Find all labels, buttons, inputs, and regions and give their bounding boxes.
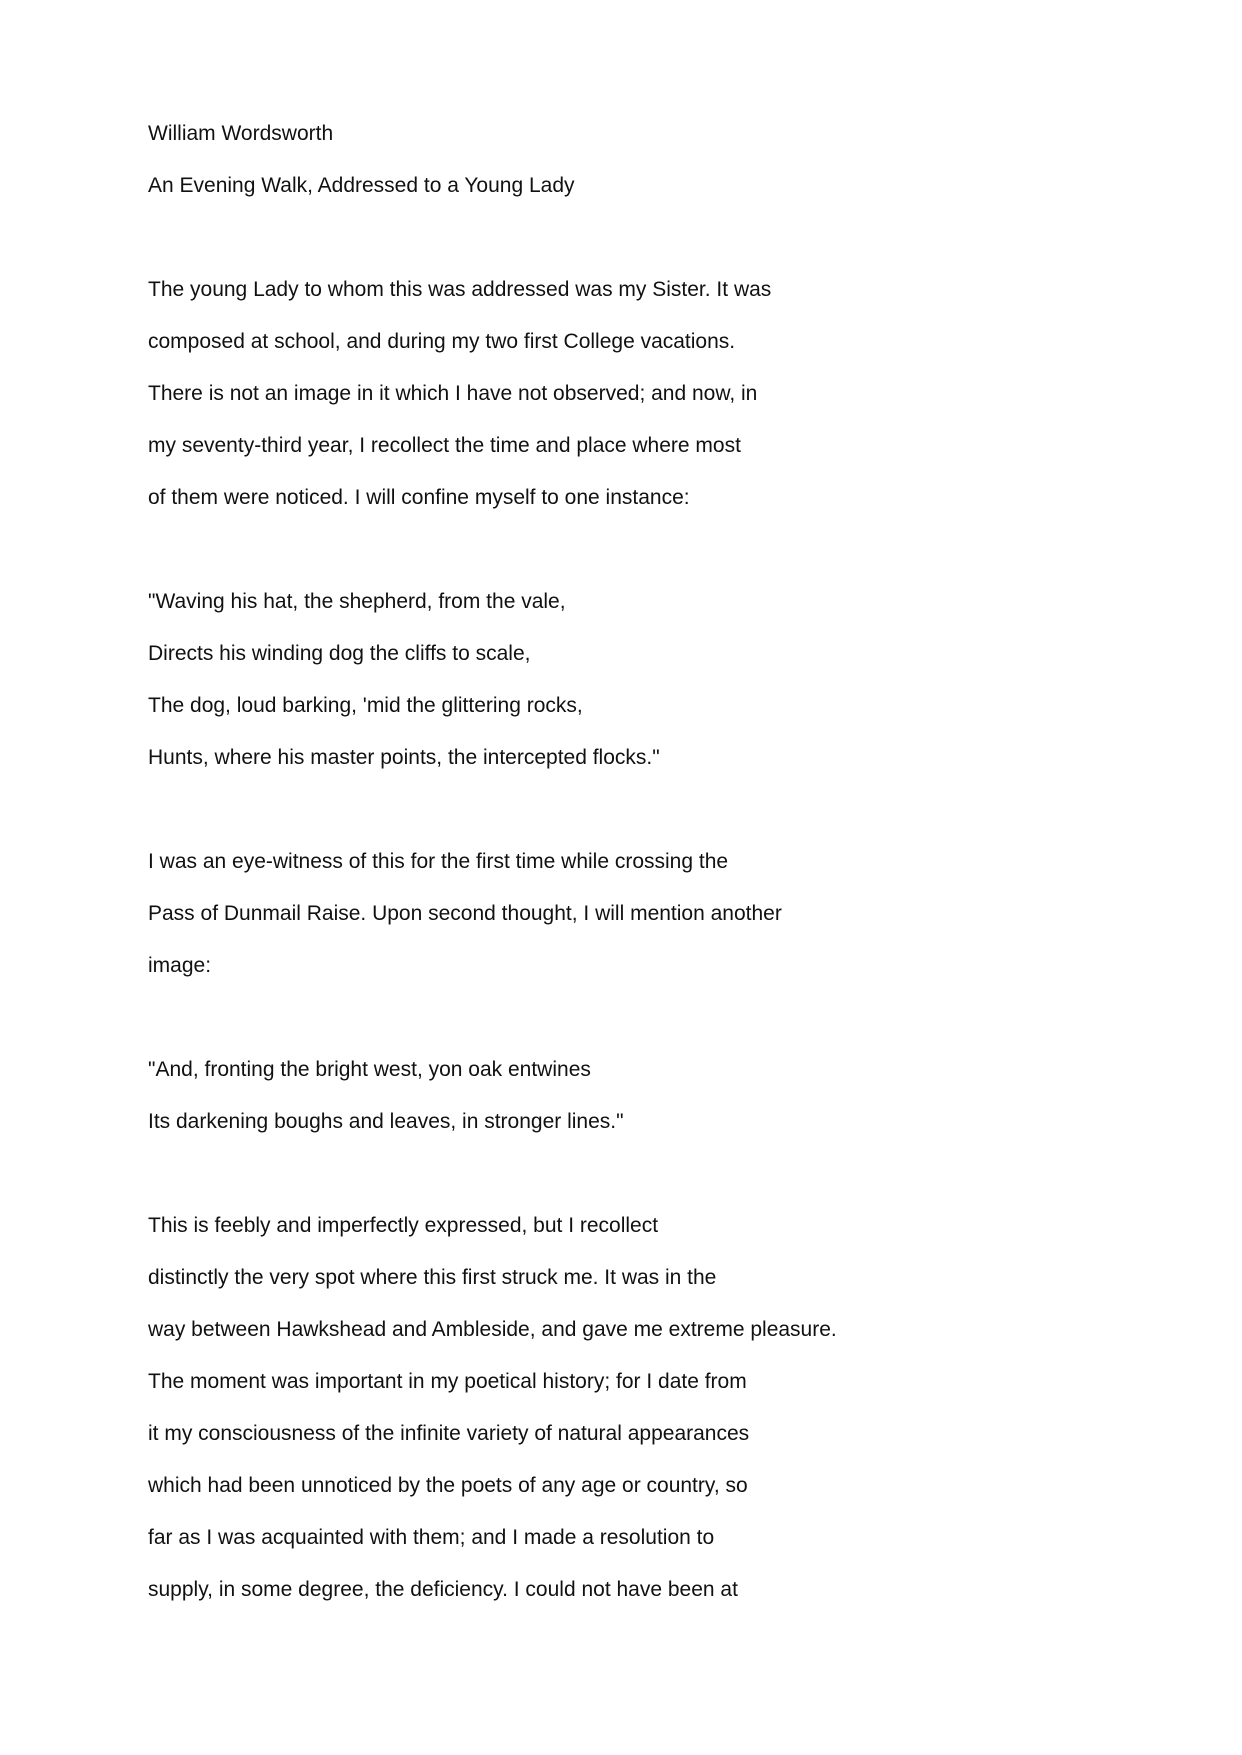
intro-line: The young Lady to whom this was addressed was my Sister. It was bbox=[148, 278, 772, 301]
quote-line: Hunts, where his master points, the intercepted flocks." bbox=[148, 746, 660, 769]
spacer bbox=[148, 784, 1148, 836]
closing-line: far as I was acquainted with them; and I made a resolution to bbox=[148, 1526, 715, 1549]
closing-line: supply, in some degree, the deficiency. I could not have been at bbox=[148, 1578, 738, 1601]
author-name: William Wordsworth bbox=[148, 122, 334, 145]
closing-line: distinctly the very spot where this first struck me. It was in the bbox=[148, 1266, 717, 1289]
closing-line: The moment was important in my poetical history; for I date from bbox=[148, 1370, 747, 1393]
quote-line: Its darkening boughs and leaves, in stronger lines." bbox=[148, 1110, 624, 1133]
spacer bbox=[148, 1148, 1148, 1200]
closing-line: way between Hawkshead and Ambleside, and gave me extreme pleasure. bbox=[148, 1318, 837, 1341]
closing-line: it my consciousness of the infinite variety of natural appearances bbox=[148, 1422, 750, 1445]
closing-line: which had been unnoticed by the poets of any age or country, so bbox=[148, 1474, 748, 1497]
poem-title: An Evening Walk, Addressed to a Young Lady bbox=[148, 174, 575, 197]
spacer bbox=[148, 992, 1148, 1044]
closing-line: This is feebly and imperfectly expressed, but I recollect bbox=[148, 1214, 659, 1237]
intro-line: my seventy-third year, I recollect the time and place where most bbox=[148, 434, 741, 457]
middle-line: Pass of Dunmail Raise. Upon second thought, I will mention another bbox=[148, 902, 782, 925]
middle-line: I was an eye-witness of this for the first time while crossing the bbox=[148, 850, 729, 873]
spacer bbox=[148, 212, 1148, 264]
quote-line: The dog, loud barking, 'mid the glittering rocks, bbox=[148, 694, 583, 717]
quote-line: "Waving his hat, the shepherd, from the vale, bbox=[148, 590, 566, 613]
intro-line: composed at school, and during my two first College vacations. bbox=[148, 330, 736, 353]
spacer bbox=[148, 524, 1148, 576]
middle-line: image: bbox=[148, 954, 212, 977]
quote-line: Directs his winding dog the cliffs to scale, bbox=[148, 642, 531, 665]
quote-line: "And, fronting the bright west, yon oak entwines bbox=[148, 1058, 591, 1081]
document-body bbox=[148, 108, 1148, 1616]
intro-line: of them were noticed. I will confine myself to one instance: bbox=[148, 486, 690, 509]
intro-line: There is not an image in it which I have not observed; and now, in bbox=[148, 382, 758, 405]
